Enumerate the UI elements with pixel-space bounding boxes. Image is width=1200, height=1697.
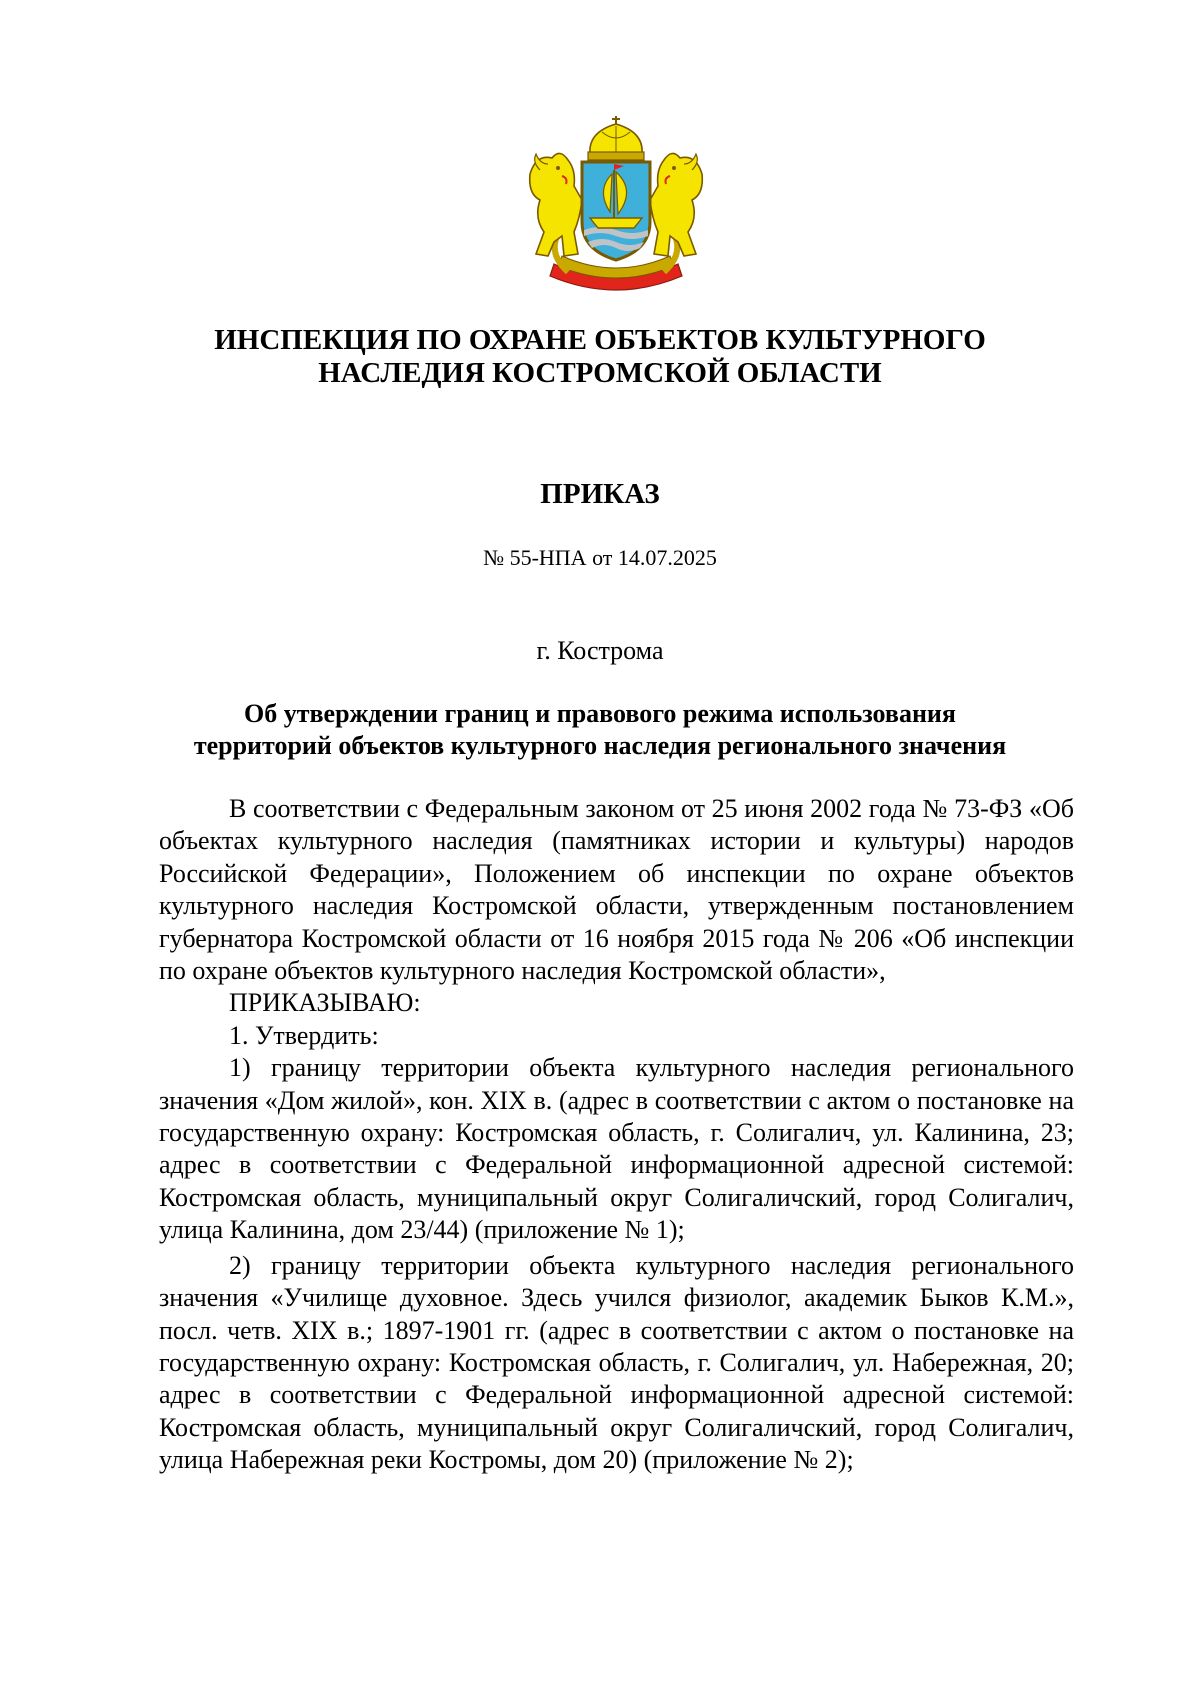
order-item-1: 1. Утвердить: (229, 1020, 379, 1050)
order-subitem-1: 1) границу территории объекта культурного наследия регионального значения «Дом жилой», кон. XIX в. (адрес в соответствии с актом о постановке на государственную охрану: Костромская область, г. Солигалич, ул. Калинина, 23; адрес в соответствии с Федеральной информационной адресной системой: Костромская область, муниципальный округ Солигаличский, город Солигалич, улица Калинина, дом 23/44) (приложение № 1); (159, 1053, 1074, 1245)
document-number: № 55-НПА от 14.07.2025 (483, 545, 717, 570)
document-type: ПРИКАЗ (540, 478, 660, 510)
agency-title (160, 324, 1040, 390)
document-subject (150, 698, 1050, 762)
agency-title-line-2: НАСЛЕДИЯ КОСТРОМСКОЙ ОБЛАСТИ (318, 357, 882, 389)
document-city: г. Кострома (536, 636, 664, 665)
agency-title-line-1: ИНСПЕКЦИЯ ПО ОХРАНЕ ОБЪЕКТОВ КУЛЬТУРНОГО (214, 324, 986, 356)
coat-of-arms-emblem (518, 114, 714, 298)
order-subitem-2: 2) границу территории объекта культурного наследия регионального значения «Училище духовное. Здесь учился физиолог, академик Быков К.М.», посл. четв. XIX в.; 1897-1901 гг. (адрес в соответствии с актом о постановке на государственную охрану: Костромская область, г. Солигалич, ул. Набережная, 20; адрес в соответствии с Федеральной информационной адресной системой: Костромская область, муниципальный округ Солигаличский, город Солигалич, улица Набережная реки Костромы, дом 20) (приложение № 2); (159, 1250, 1074, 1475)
document-body (159, 793, 1074, 1477)
order-word: ПРИКАЗЫВАЮ: (229, 988, 421, 1018)
subject-line-2: территорий объектов культурного наследия регионального значения (193, 731, 1007, 760)
subject-line-1: Об утверждении границ и правового режима использования (244, 699, 956, 728)
preamble-paragraph: В соответствии с Федеральным законом от 25 июня 2002 года № 73-ФЗ «Об объектах культурного наследия (памятниках истории и культуры) народов Российской Федерации», Положением об инспекции по охране объектов культурного наследия Костромской области, утвержденным постановлением губернатора Костромской области от 16 ноября 2015 года № 206 «Об инспекции по охране объектов культурного наследия Костромской области», (159, 794, 1074, 986)
